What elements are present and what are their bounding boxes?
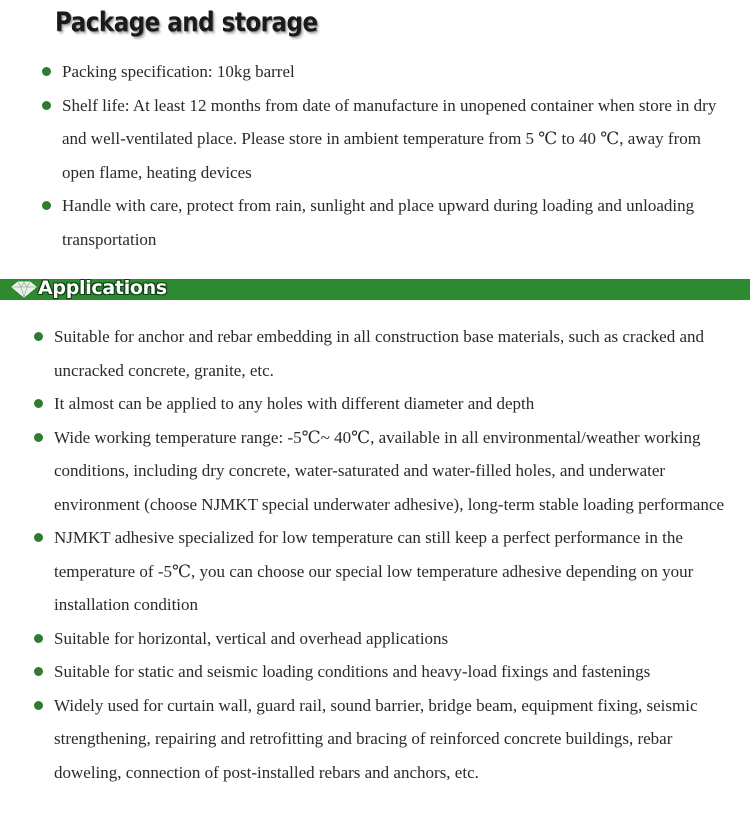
list-item-text: Suitable for static and seismic loading conditions and heavy-load fixings and fastenings — [54, 662, 651, 681]
applications-list — [54, 320, 729, 789]
package-storage-list — [62, 55, 722, 256]
list-item — [54, 421, 729, 522]
bullet-icon — [34, 701, 43, 710]
list-item-text: Suitable for horizontal, vertical and overhead applications — [54, 628, 449, 648]
bullet-icon — [34, 634, 43, 643]
bullet-icon — [34, 399, 43, 408]
list-item-text: It almost can be applied to any holes with different diameter and depth — [54, 394, 535, 413]
list-item-text: Suitable for anchor and rebar embedding in all construction base materials, such as cracked and uncracked concrete, granite, etc. — [54, 327, 705, 380]
list-item-text: Shelf life: At least 12 months from date of manufacture in unopened container when store in dry and well-ventilated place. Please store in ambient temperature from 5 ℃ to 40 ℃, away from open flame, heating devices — [62, 95, 717, 182]
list-item-text: NJMKT adhesive specialized for low temperature can still keep a perfect performance in the temperature of -5℃, you can choose our special low temperature adhesive depending on your installation condition — [54, 528, 694, 614]
list-item — [54, 320, 729, 387]
bullet-icon — [42, 201, 51, 210]
bullet-icon — [34, 433, 43, 442]
list-item — [62, 89, 722, 190]
list-item-text: Widely used for curtain wall, guard rail, sound barrier, bridge beam, equipment fixing, seismic strengthening, repairing and retrofitting and bracing of reinforced concrete buildings, rebar doweling, connection of post-installed rebars and anchors, etc. — [54, 695, 698, 782]
list-item-text: Handle with care, protect from rain, sunlight and place upward during loading and unloading transportation — [62, 196, 695, 249]
bullet-icon — [34, 667, 43, 676]
diamond-icon — [10, 281, 38, 298]
bullet-icon — [42, 101, 51, 110]
list-item — [62, 55, 722, 89]
list-item — [54, 622, 729, 656]
package-storage-heading: Package and storage — [55, 8, 318, 38]
list-item — [54, 655, 729, 689]
applications-header-bar — [0, 279, 750, 300]
list-item — [54, 387, 729, 421]
list-item — [54, 521, 729, 622]
list-item-text: Wide working temperature range: -5℃~ 40℃, available in all environmental/weather working conditions, including dry concrete, water-saturated and water-filled holes, and underwater environment (choose NJMKT special underwater adhesive), long-term stable loading performance — [54, 427, 725, 514]
list-item — [54, 689, 729, 790]
bullet-icon — [34, 533, 43, 542]
list-item-text: Packing specification: 10kg barrel — [62, 62, 295, 81]
bullet-icon — [42, 67, 51, 76]
applications-heading: Applications — [38, 277, 167, 299]
list-item — [62, 189, 722, 256]
bullet-icon — [34, 332, 43, 341]
